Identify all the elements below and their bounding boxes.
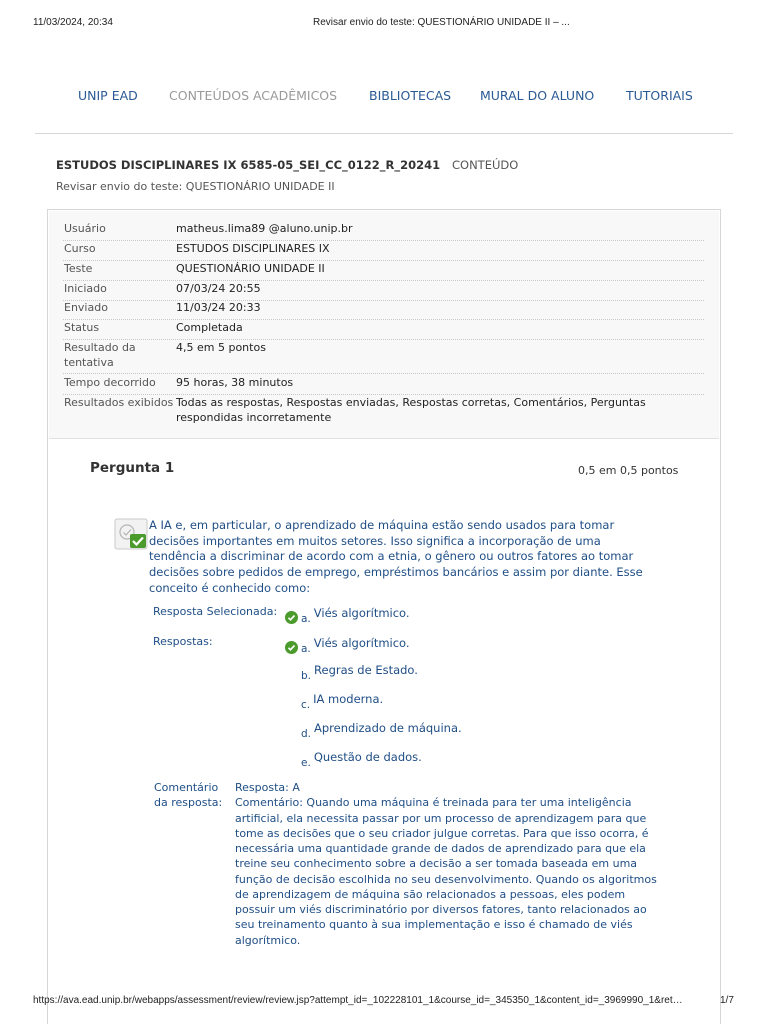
detail-label: Resultados exibidos (64, 396, 174, 409)
detail-value: 4,5 em 5 pontos (176, 341, 266, 354)
detail-value: 11/03/24 20:33 (176, 301, 261, 314)
print-page-number: 1/7 (720, 995, 734, 1006)
detail-row-resultados-exibidos (63, 395, 704, 431)
option-letter: a. (301, 643, 311, 655)
selected-answer (285, 604, 410, 625)
print-url: https://ava.ead.unip.br/webapps/assessment/review/review.jsp?attempt_id=_102228101_1&course_id=_345350_1&content_id=_3969990_1&ret… (33, 995, 683, 1006)
option-text: IA moderna. (313, 692, 384, 706)
option-letter: e. (301, 757, 311, 769)
comment-text: Comentário: Quando uma máquina é treinada para ter uma inteligência artificial, ela necessita passar por um processo de aprendizagem para que tome as decisões que o seu criador julgue corretas. Para que isso ocorra, é necessária uma quantidade grande de dados de aprendizado para que ela treine seu conhecimento sobre a decisão a ser tomada baseada em uma função de decisão escolhida no seu desenvolvimento. Quando os algoritmos de aprendizagem de máquina são relacionados a pessoas, eles podem possuir um viés discriminatório por diversos fatores, tanto relacionados ao seu treinamento quanto à sua implementação e isso é chamado de viés algorítmico. (235, 796, 657, 947)
correct-check-icon (285, 641, 298, 654)
detail-value: matheus.lima89 @aluno.unip.br (176, 222, 353, 235)
detail-value: Todas as respostas, Respostas enviadas, Respostas corretas, Comentários, Perguntas respondidas incorretamente (176, 396, 646, 424)
option-text: Viés algorítmico. (313, 636, 410, 650)
detail-row-iniciado (63, 281, 704, 301)
nav-unip-ead[interactable]: UNIP EAD (78, 88, 138, 103)
detail-row-curso (63, 241, 704, 261)
answer-option-a (285, 634, 410, 655)
answers-label: Respostas: (153, 635, 213, 648)
comment-label-line-2: da resposta: (154, 796, 223, 809)
option-letter: a. (301, 613, 311, 625)
detail-value: 07/03/24 20:55 (176, 282, 261, 295)
detail-row-tempo (63, 375, 704, 395)
option-text: Questão de dados. (313, 750, 422, 764)
option-text: Aprendizado de máquina. (314, 721, 462, 735)
nav-conteudos-academicos[interactable]: CONTEÚDOS ACADÊMICOS (169, 88, 338, 103)
detail-row-status (63, 320, 704, 340)
print-datetime: 11/03/2024, 20:34 (33, 17, 113, 28)
nav-mural-do-aluno[interactable]: MURAL DO ALUNO (480, 88, 595, 103)
attempt-details (49, 211, 719, 439)
selected-answer-label: Resposta Selecionada: (153, 605, 278, 618)
answer-option-c (285, 692, 384, 711)
detail-label: Status (64, 321, 100, 334)
course-title[interactable]: ESTUDOS DISCIPLINARES IX 6585-05_SEI_CC_0122_R_20241 (56, 158, 441, 172)
comment-label (154, 780, 226, 810)
option-letter: c. (301, 699, 311, 711)
comment-answer: Resposta: A (235, 781, 300, 794)
detail-value: QUESTIONÁRIO UNIDADE II (176, 262, 325, 275)
option-letter: d. (301, 728, 312, 740)
detail-label: Tempo decorrido (64, 376, 156, 389)
option-text: Viés algorítmico. (313, 606, 410, 620)
correct-check-icon (114, 518, 148, 550)
detail-row-enviado (63, 300, 704, 320)
detail-label: Enviado (64, 301, 108, 314)
question-text: A IA e, em particular, o aprendizado de máquina estão sendo usados para tomar decisões importantes em muitos setores. Isso significa a incorporação de uma tendência a discriminar de acordo com a etnia, o gênero ou outros fatores ao tomar decisões sobre pedidos de emprego, empréstimos bancários e assim por diante. Esse conceito é conhecido como: (149, 518, 643, 595)
option-letter: b. (301, 670, 312, 682)
detail-label: Usuário (64, 222, 106, 235)
comment-label-line-1: Comentário (154, 781, 219, 794)
detail-label: Teste (64, 262, 93, 275)
breadcrumb: Revisar envio do teste: QUESTIONÁRIO UNIDADE II (56, 180, 335, 193)
content-label[interactable]: CONTEÚDO (452, 158, 519, 172)
nav-bibliotecas[interactable]: BIBLIOTECAS (369, 88, 452, 103)
comment-body (235, 780, 660, 948)
detail-row-usuario (63, 221, 704, 241)
correct-check-icon (285, 611, 298, 624)
detail-value: Completada (176, 321, 243, 334)
detail-row-resultado (63, 340, 704, 374)
detail-label: Resultado da tentativa (64, 341, 136, 369)
detail-value: 95 horas, 38 minutos (176, 376, 294, 389)
nav-divider (35, 133, 733, 134)
detail-label: Curso (64, 242, 96, 255)
question-points: 0,5 em 0,5 pontos (578, 464, 679, 477)
print-page-title: Revisar envio do teste: QUESTIONÁRIO UNIDADE II – ... (313, 17, 570, 28)
detail-label: Iniciado (64, 282, 107, 295)
answer-option-d (285, 721, 462, 740)
option-text: Regras de Estado. (314, 663, 418, 677)
answer-option-b (285, 663, 418, 682)
detail-value: ESTUDOS DISCIPLINARES IX (176, 242, 330, 255)
answer-option-e (285, 750, 422, 769)
detail-row-teste (63, 261, 704, 281)
question-title: Pergunta 1 (90, 460, 175, 476)
nav-tutoriais[interactable]: TUTORIAIS (626, 88, 693, 103)
